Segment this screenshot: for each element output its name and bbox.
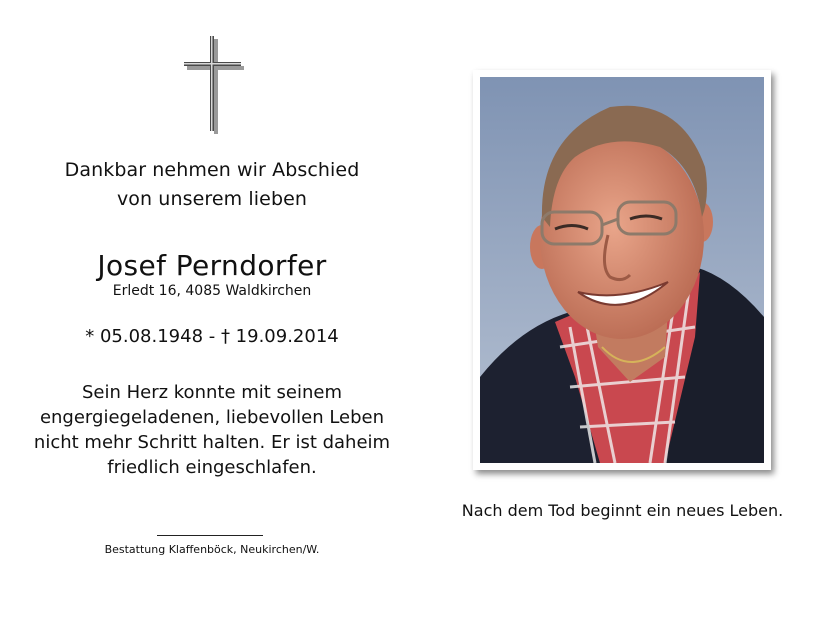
life-dates: * 05.08.1948 - † 19.09.2014 (85, 326, 339, 347)
verse-line-2: engergiegeladenen, liebevollen Leben (39, 407, 385, 428)
deceased-name: Josef Perndorfer (97, 249, 327, 282)
divider (157, 535, 263, 536)
intro-line-1: Dankbar nehmen wir Abschied (64, 159, 360, 181)
portrait-frame (473, 70, 771, 470)
undertaker-credit: Bestattung Klaffenböck, Neukirchen/W. (104, 543, 320, 556)
portrait-photo (480, 77, 764, 463)
verse-line-1: Sein Herz konnte mit seinem (81, 382, 343, 403)
intro-line-2: von unserem lieben (116, 188, 308, 210)
cross-icon (181, 36, 245, 134)
verse-line-4: friedlich eingeschlafen. (107, 457, 317, 478)
deceased-address: Erledt 16, 4085 Waldkirchen (112, 283, 312, 299)
motto-text: Nach dem Tod beginnt ein neues Leben. (461, 501, 784, 520)
verse-line-3: nicht mehr Schritt halten. Er ist daheim (33, 432, 391, 453)
